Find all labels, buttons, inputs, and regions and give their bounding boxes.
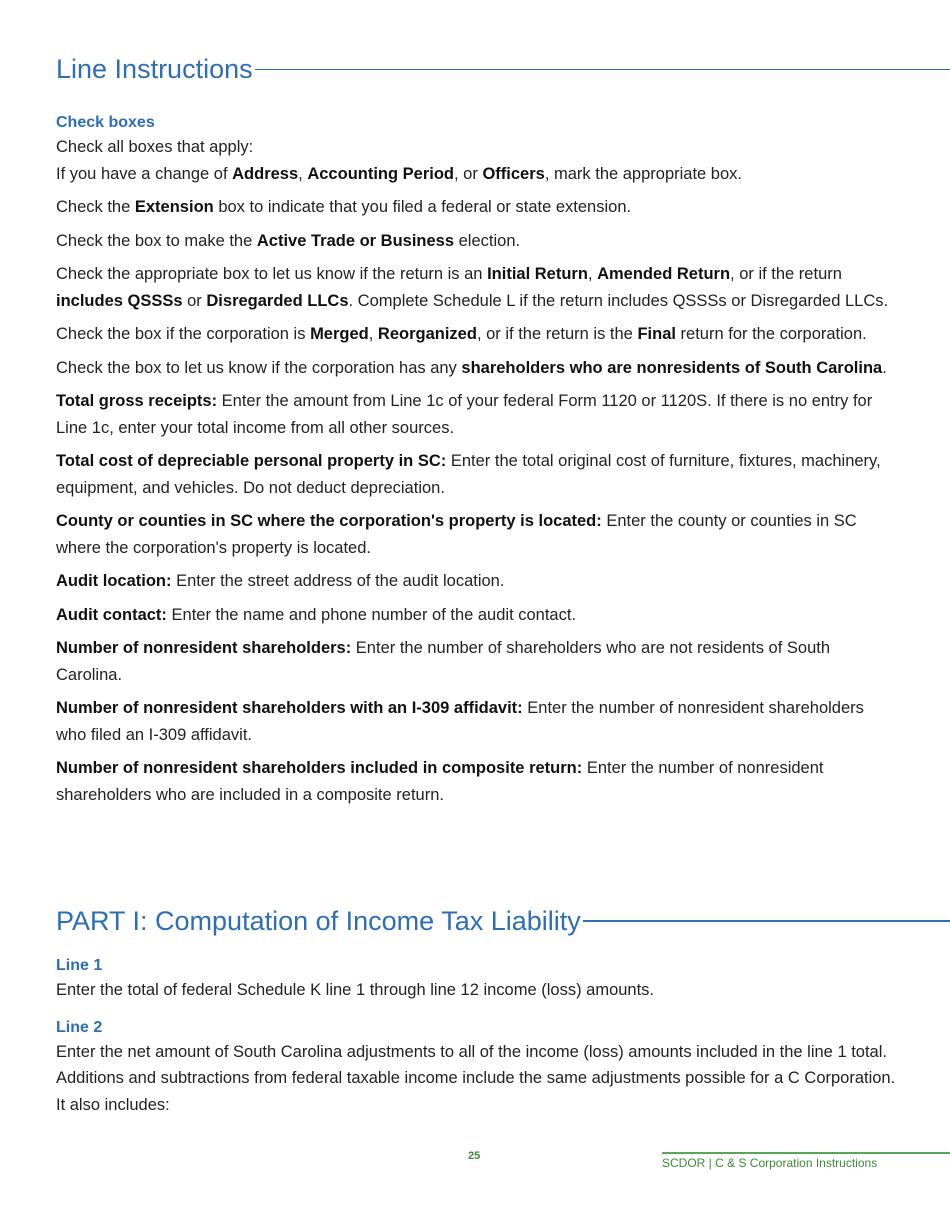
section-header-line-instructions — [56, 52, 950, 86]
paragraph-intro: Check all boxes that apply: — [56, 138, 254, 156]
paragraph-extension: Check the Extension box to indicate that you filed a federal or state extension. — [56, 198, 632, 216]
paragraph-audit-contact: Audit contact: Enter the name and phone number of the audit contact. — [56, 605, 577, 624]
paragraph-depreciable-property: Total cost of depreciable personal property in SC: Enter the total original cost of furniture, fixtures, machinery, equipment, and vehicles. Do not deduct depreciation. — [56, 452, 881, 497]
subheading-line-1: Line 1 — [56, 957, 103, 974]
paragraph-county: County or counties in SC where the corporation's property is located: Enter the county or counties in SC where the corporation's property is located. — [56, 512, 857, 557]
section-title: Line Instructions — [56, 54, 253, 84]
line-instructions-body — [56, 112, 896, 815]
paragraph-nonresident-count: Number of nonresident shareholders: Enter the number of shareholders who are not residents of South Carolina. — [56, 639, 831, 684]
subheading-line-2: Line 2 — [56, 1018, 103, 1036]
paragraph-change: If you have a change of Address, Accounting Period, or Officers, mark the appropriate box. — [56, 164, 742, 183]
paragraph-audit-location: Audit location: Enter the street address of the audit location. — [56, 572, 505, 590]
paragraph-merged: Check the box if the corporation is Merged, Reorganized, or if the return is the Final return for the corporation. — [56, 325, 867, 343]
paragraph-return-type: Check the appropriate box to let us know if the return is an Initial Return, Amended Return, or if the return includes QSSSs or Disregarded LLCs. Complete Schedule L if the return includes QSSSs or Disregarded LLCs. — [56, 265, 889, 310]
section-header-part-1 — [56, 904, 950, 938]
section-title: PART I: Computation of Income Tax Liability — [56, 906, 581, 936]
paragraph-nonresidents: Check the box to let us know if the corporation has any shareholders who are nonresidents of South Carolina. — [56, 358, 887, 377]
paragraph-composite: Number of nonresident shareholders included in composite return: Enter the number of nonresident shareholders who are included in a composite return. — [56, 759, 824, 804]
paragraph-line-1: Enter the total of federal Schedule K line 1 through line 12 income (loss) amounts. — [56, 981, 655, 999]
page-number: 25 — [468, 1150, 481, 1162]
section-rule — [583, 920, 950, 922]
footer-rule — [662, 1152, 950, 1154]
paragraph-active-trade: Check the box to make the Active Trade or Business election. — [56, 231, 521, 250]
section-rule — [255, 69, 950, 70]
footer-doc-title: SCDOR | C & S Corporation Instructions — [662, 1156, 878, 1170]
part-1-body — [56, 955, 896, 1118]
paragraph-gross-receipts: Total gross receipts: Enter the amount from Line 1c of your federal Form 1120 or 1120S. If there is no entry for Line 1c, enter your total income from all other sources. — [56, 392, 873, 437]
subheading-check-boxes: Check boxes — [56, 114, 155, 131]
paragraph-line-2: Enter the net amount of South Carolina adjustments to all of the income (loss) amounts included in the line 1 total. Additions and subtractions from federal taxable income include the same adjustments possible for a C Corporation. It also includes: — [56, 1042, 896, 1114]
paragraph-i309: Number of nonresident shareholders with an I-309 affidavit: Enter the number of nonresident shareholders who filed an I-309 affidavit. — [56, 699, 864, 744]
